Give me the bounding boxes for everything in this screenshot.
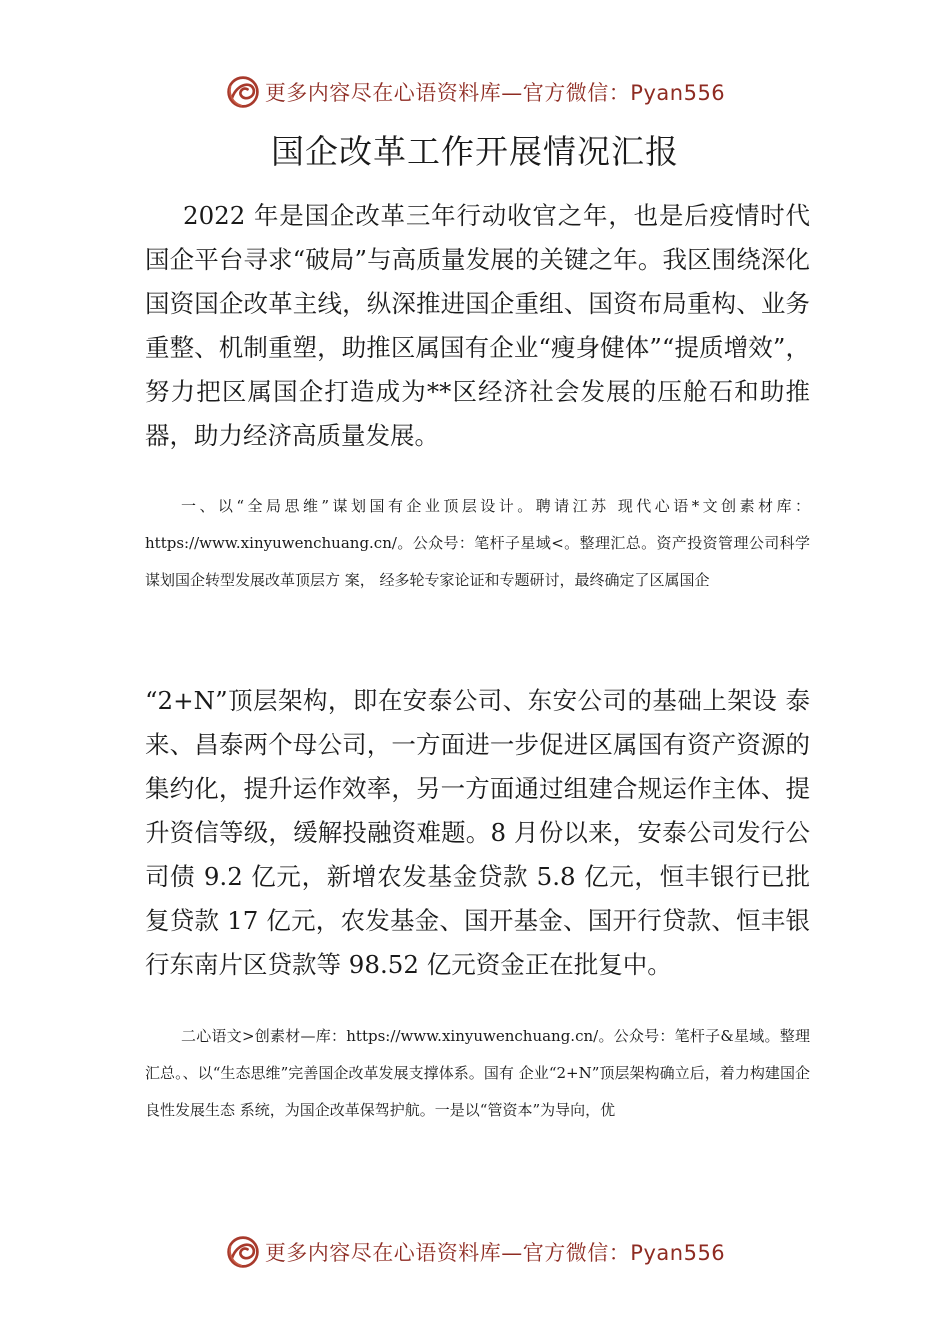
red-swirl-logo-icon [225,74,261,110]
paragraph-intro: 2022 年是国企改革三年行动收官之年，也是后疫情时代国企平台寻求“破局”与高质量发展的关键之年。我区围绕深化国资国企改革主线，纵深推进国企重组、国资布局重构、业务重整、机制重塑，助推区属国有企业“瘦身健体”“提质增效”，努力把区属国企打造成为**区经济社会发展的压舱石和助推器，助力经济高质量发展。 [145,201,810,450]
banner-text: 更多内容尽在心语资料库—官方微信：Pyan556 [264,1241,726,1265]
banner-text: 更多内容尽在心语资料库—官方微信：Pyan556 [264,81,726,105]
paragraph-section-one: 一、以“全局思维”谋划国有企业顶层设计。聘请江苏 现代心语*文创素材库：https://www.xinyuwenchuang.cn/。公众号：笔杆子星域<。整理汇总。资产投资管理公司科学谋划国企转型发展改革顶层方 案， 经多轮专家论证和专题研讨，最终确定了区属国企 [145,497,810,589]
red-swirl-logo-icon [225,1234,261,1270]
header-banner [0,70,950,114]
footer-banner [0,1230,950,1274]
paragraph-section-two: 二心语文>创素材—库：https://www.xinyuwenchuang.cn/。公众号：笔杆子&星域。整理汇总。、以“生态思维”完善国企改革发展支撑体系。国有 企业“2+N”顶层架构确立后，着力构建国企良性发展生态 系统，为国企改革保驾护航。一是以“管资本”为导向，优 [145,1027,810,1119]
paragraph-architecture: “2+N”顶层架构，即在安泰公司、东安公司的基础上架设 泰来、昌泰两个母公司，一方面进一步促进区属国有资产资源的集约化，提升运作效率，另一方面通过组建合规运作主体、提升资信等级，缓解投融资难题。8 月份以来，安泰公司发行公司债 9.2 亿元，新增农发基金贷款 5.8 亿元，恒丰银行已批复贷款 17 亿元，农发基金、国开基金、国开行贷款、恒丰银行东南片区贷款等 98.52 亿元资金正在批复中。 [145,686,810,979]
page-title: 国企改革工作开展情况汇报 [271,132,679,171]
